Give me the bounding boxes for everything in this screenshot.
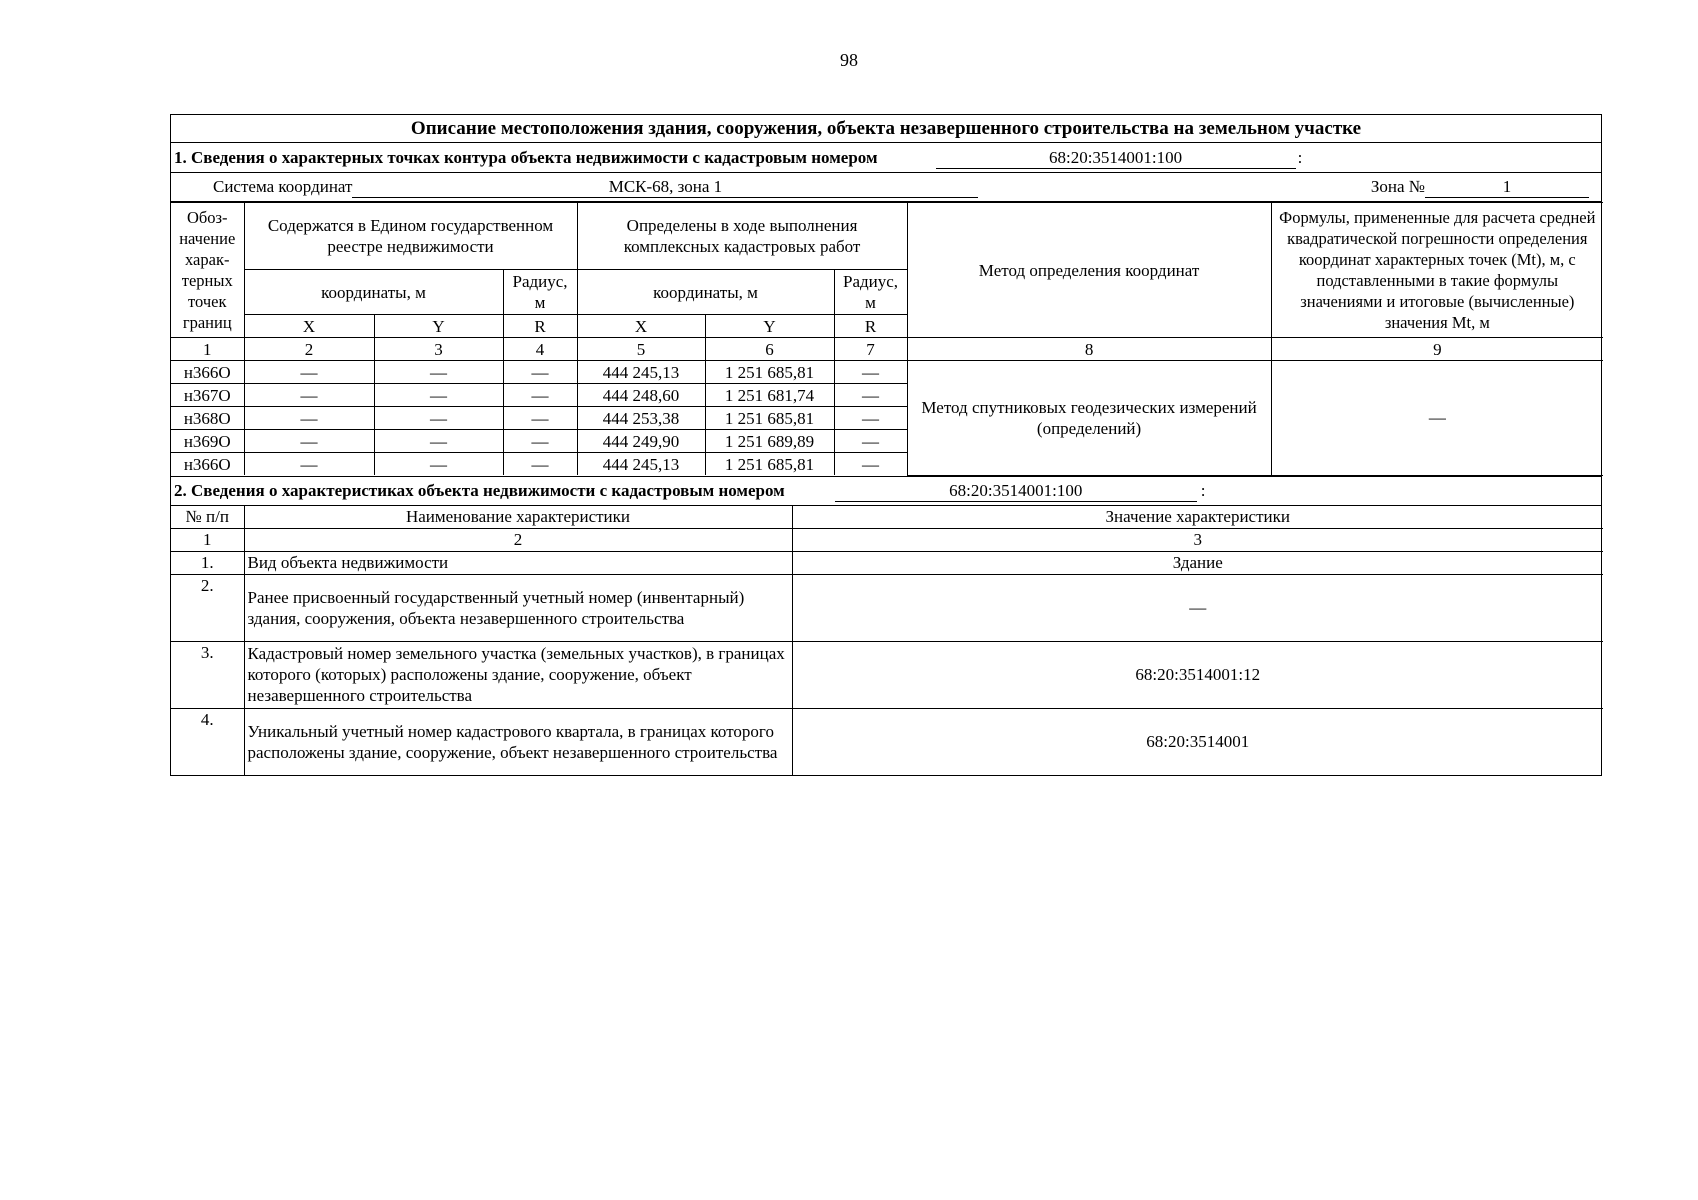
- table-row: [171, 551, 1603, 574]
- method-value: Метод спутниковых геодезических измерений (определений): [907, 361, 1271, 476]
- header-formulas: Формулы, примененные для расчета средней квадратической погрешности определения координат характерных точек (Mt), м, с подставленными в такие формулы значениями и итоговые (вычисленные) значения Mt, м: [1271, 203, 1603, 338]
- section2-header: [171, 476, 1601, 506]
- coord-x: 444 245,13: [577, 361, 705, 384]
- characteristic-value: 68:20:3514001: [792, 708, 1603, 775]
- header-kkr: Определены в ходе выполнения комплексных кадастровых работ: [577, 203, 907, 270]
- table-row: [171, 641, 1603, 708]
- egrn-x: —: [244, 361, 374, 384]
- coord-r: —: [834, 361, 907, 384]
- characteristic-name: Уникальный учетный номер кадастрового квартала, в границах которого расположены здание, сооружение, объект незавершенного строительства: [244, 708, 792, 775]
- row-number: 1.: [171, 551, 244, 574]
- point-name: н369О: [171, 430, 244, 453]
- coord-y: 1 251 685,81: [705, 361, 834, 384]
- col-number: 3: [374, 338, 503, 361]
- egrn-r: —: [503, 361, 577, 384]
- egrn-r: —: [503, 384, 577, 407]
- column-numbers-row: [171, 528, 1603, 551]
- header-egrn: Содержатся в Едином государственном реестре недвижимости: [244, 203, 577, 270]
- col-number: 4: [503, 338, 577, 361]
- document-title: Описание местоположения здания, сооружения, объекта незавершенного строительства на земельном участке: [171, 115, 1601, 143]
- zone-value: 1: [1425, 176, 1589, 198]
- location-description-form: [170, 114, 1602, 776]
- col-number: 8: [907, 338, 1271, 361]
- coord-r: —: [834, 430, 907, 453]
- section2-suffix: :: [1200, 480, 1206, 500]
- page-number: 98: [840, 50, 858, 70]
- egrn-y: —: [374, 361, 503, 384]
- header-value: Значение характеристики: [792, 506, 1603, 529]
- characteristic-name: Кадастровый номер земельного участка (земельных участков), в границах которого (которых) расположены здание, сооружение, объект незавершенного строительства: [244, 641, 792, 708]
- table-row: [171, 708, 1603, 775]
- coord-y: 1 251 685,81: [705, 407, 834, 430]
- coordinate-system-row: [171, 173, 1601, 202]
- col-number: 2: [244, 338, 374, 361]
- egrn-y: —: [374, 384, 503, 407]
- header-method: Метод определения координат: [907, 203, 1271, 338]
- col-number: 6: [705, 338, 834, 361]
- table-row: [171, 361, 1603, 384]
- header-name: Наименование характеристики: [244, 506, 792, 529]
- point-name: н366О: [171, 361, 244, 384]
- egrn-x: —: [244, 453, 374, 476]
- col-number: 2: [244, 528, 792, 551]
- egrn-y: —: [374, 453, 503, 476]
- header-egrn-r: R: [503, 315, 577, 338]
- characteristic-name: Вид объекта недвижимости: [244, 551, 792, 574]
- col-number: 7: [834, 338, 907, 361]
- points-table: [171, 202, 1603, 476]
- coord-system-value: МСК-68, зона 1: [352, 176, 978, 198]
- header-egrn-coords: координаты, м: [244, 270, 503, 315]
- col-number: 9: [1271, 338, 1603, 361]
- characteristics-table: [171, 506, 1603, 775]
- characteristic-value: Здание: [792, 551, 1603, 574]
- coord-y: 1 251 685,81: [705, 453, 834, 476]
- characteristic-value: —: [792, 574, 1603, 641]
- point-name: н366О: [171, 453, 244, 476]
- row-number: 3.: [171, 641, 244, 708]
- col-number: 1: [171, 338, 244, 361]
- coord-x: 444 248,60: [577, 384, 705, 407]
- header-kkr-r: R: [834, 315, 907, 338]
- section1-cadastral-number: 68:20:3514001:100: [936, 147, 1296, 169]
- coord-x: 444 249,90: [577, 430, 705, 453]
- coord-y: 1 251 681,74: [705, 384, 834, 407]
- egrn-r: —: [503, 430, 577, 453]
- header-kkr-coords: координаты, м: [577, 270, 834, 315]
- header-kkr-x: X: [577, 315, 705, 338]
- section1-header: [171, 143, 1601, 173]
- egrn-y: —: [374, 407, 503, 430]
- row-number: 2.: [171, 574, 244, 641]
- point-name: н367О: [171, 384, 244, 407]
- coord-system-label: Система координат: [213, 177, 353, 196]
- characteristic-value: 68:20:3514001:12: [792, 641, 1603, 708]
- coord-r: —: [834, 453, 907, 476]
- header-egrn-x: X: [244, 315, 374, 338]
- section2-label: 2. Сведения о характеристиках объекта недвижимости с кадастровым номером: [174, 480, 785, 500]
- col-number: 1: [171, 528, 244, 551]
- header-point-designation: Обоз-начение харак-терных точек границ: [171, 203, 244, 338]
- egrn-y: —: [374, 430, 503, 453]
- header-egrn-radius: Радиус, м: [503, 270, 577, 315]
- coord-r: —: [834, 384, 907, 407]
- col-number: 5: [577, 338, 705, 361]
- coord-x: 444 253,38: [577, 407, 705, 430]
- coord-r: —: [834, 407, 907, 430]
- egrn-x: —: [244, 407, 374, 430]
- header-kkr-radius: Радиус, м: [834, 270, 907, 315]
- egrn-x: —: [244, 384, 374, 407]
- table-row: [171, 574, 1603, 641]
- section1-label: 1. Сведения о характерных точках контура объекта недвижимости с кадастровым номером: [174, 147, 878, 167]
- formula-value: —: [1271, 361, 1603, 476]
- egrn-r: —: [503, 453, 577, 476]
- characteristic-name: Ранее присвоенный государственный учетный номер (инвентарный) здания, сооружения, объекта незавершенного строительства: [244, 574, 792, 641]
- section1-suffix: :: [1297, 147, 1303, 167]
- coord-x: 444 245,13: [577, 453, 705, 476]
- header-egrn-y: Y: [374, 315, 503, 338]
- zone-label: Зона №: [1370, 177, 1425, 196]
- egrn-r: —: [503, 407, 577, 430]
- header-num: № п/п: [171, 506, 244, 529]
- coord-y: 1 251 689,89: [705, 430, 834, 453]
- header-kkr-y: Y: [705, 315, 834, 338]
- column-numbers-row: [171, 338, 1603, 361]
- egrn-x: —: [244, 430, 374, 453]
- col-number: 3: [792, 528, 1603, 551]
- point-name: н368О: [171, 407, 244, 430]
- section2-cadastral-number: 68:20:3514001:100: [835, 480, 1197, 502]
- row-number: 4.: [171, 708, 244, 775]
